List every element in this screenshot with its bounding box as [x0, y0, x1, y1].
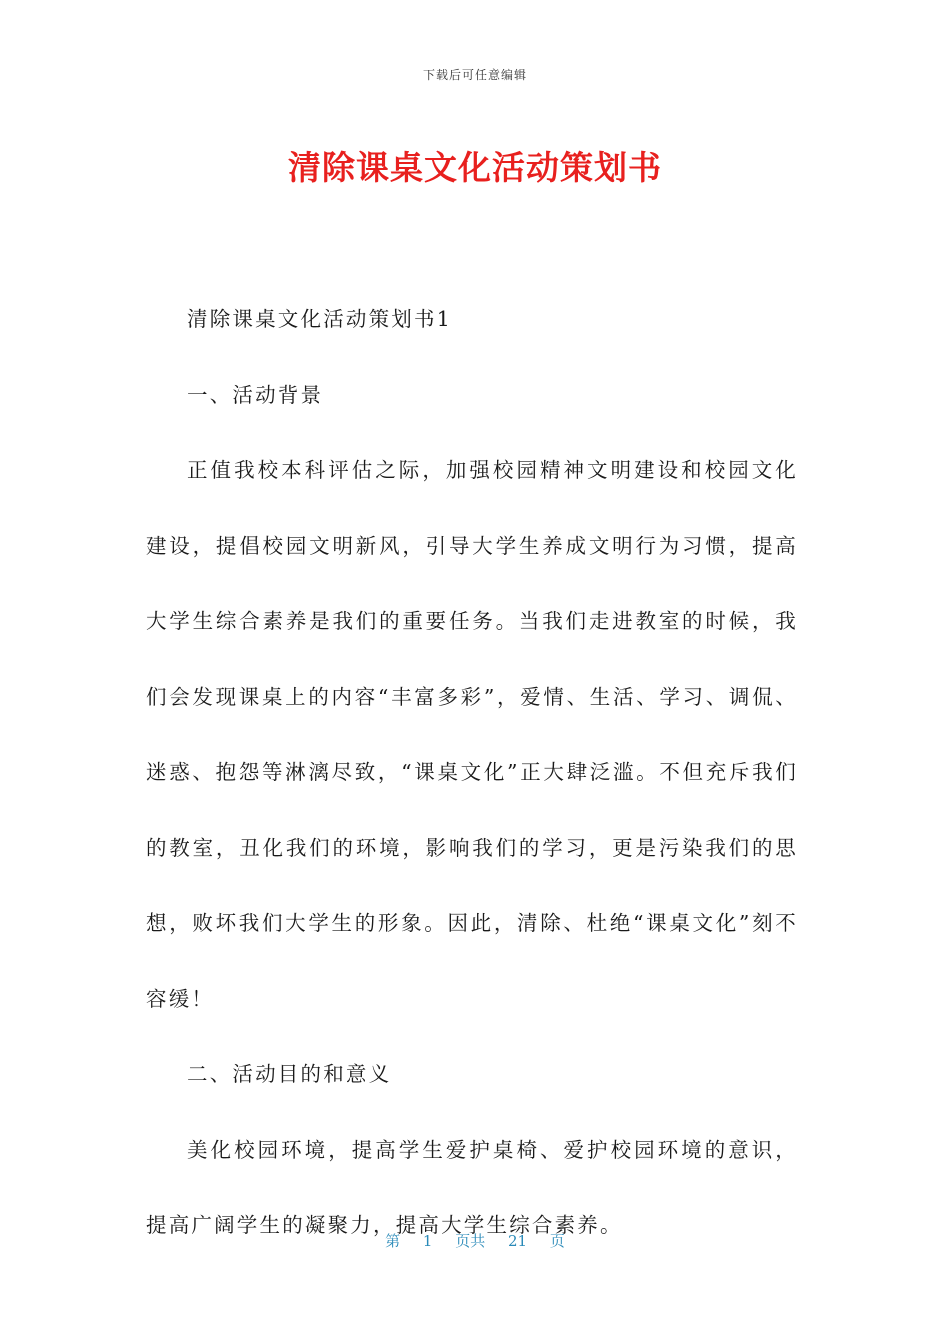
- footer-page-number: 1: [422, 1232, 433, 1250]
- section-heading-1: 清除课桌文化活动策划书1: [187, 307, 452, 331]
- footer-total-pages: 21: [508, 1232, 528, 1250]
- paragraph-purpose: 美化校园环境，提高学生爱护桌椅、爱护校园环境的意识，提高广阔学生的凝聚力，提高大学生综合素养。: [146, 1137, 798, 1237]
- paragraph-background: 正值我校本科评估之际，加强校园精神文明建设和校园文化建设，提倡校园文明新风，引导大学生养成文明行为习惯，提高大学生综合素养是我们的重要任务。当我们走进教室的时候，我们会发现课桌上的内容“丰富多彩”，爱情、生活、学习、调侃、迷惑、抱怨等淋漓尽致，“课桌文化”正大肆泛滥。不但充斥我们的教室，丑化我们的环境，影响我们的学习，更是污染我们的思想，败坏我们大学生的形象。因此，清除、杜绝“课桌文化”刻不容缓！: [146, 458, 798, 1011]
- header-note: 下载后可任意编辑: [422, 68, 527, 82]
- document-title: 清除课桌文化活动策划书: [288, 148, 662, 187]
- footer-middle: 页共: [455, 1232, 486, 1250]
- footer-prefix: 第: [385, 1232, 401, 1250]
- footer-suffix: 页: [549, 1232, 565, 1250]
- section-heading-purpose: 二、活动目的和意义: [187, 1062, 392, 1086]
- document-body: [146, 282, 798, 1264]
- page-footer: [0, 1230, 950, 1251]
- section-heading-background: 一、活动背景: [187, 382, 324, 407]
